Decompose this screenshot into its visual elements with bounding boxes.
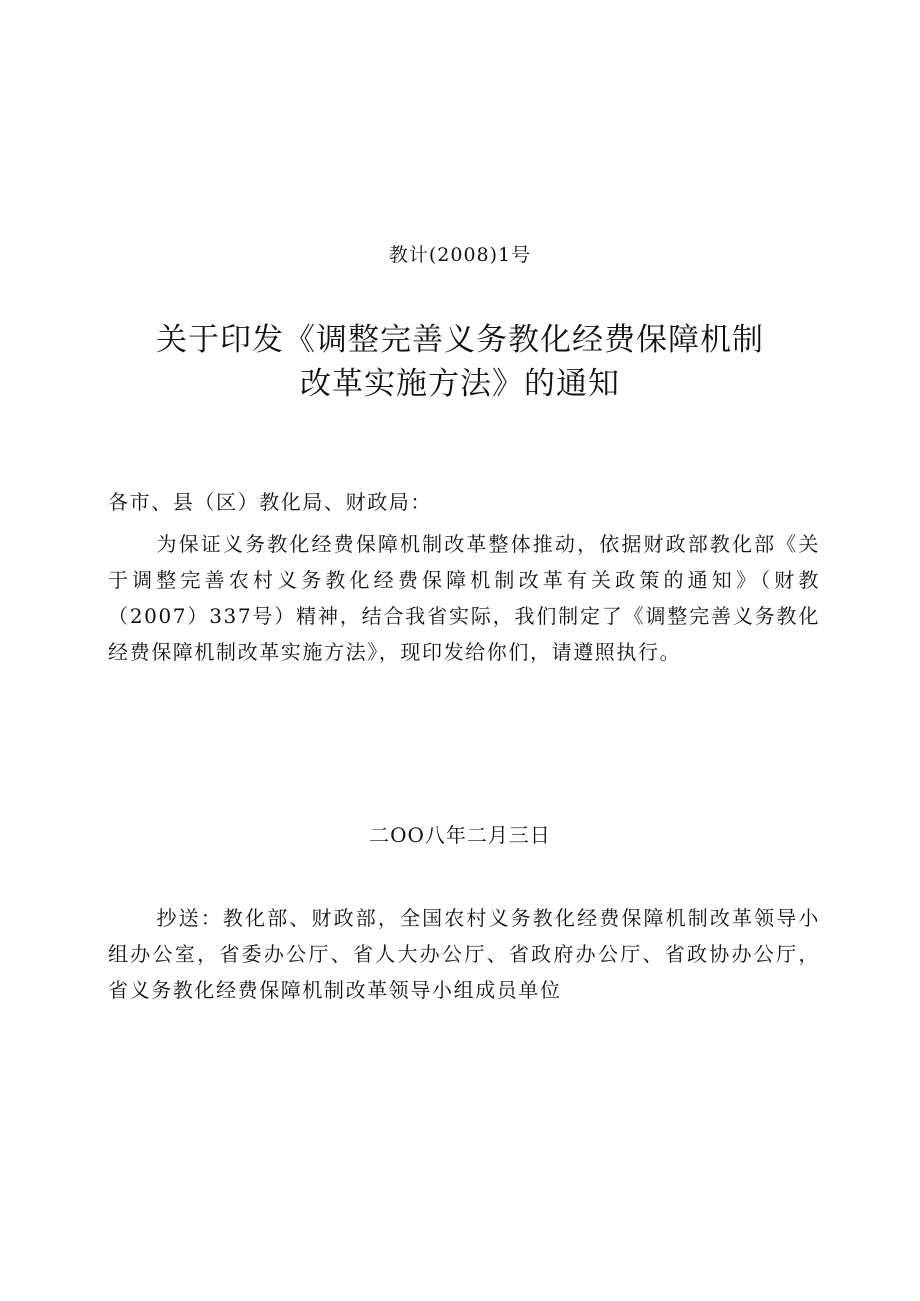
document-number: 教计(2008)1号 bbox=[388, 244, 532, 266]
cc-list bbox=[108, 900, 820, 1008]
document-title bbox=[100, 318, 820, 406]
title-line-1: 关于印发《调整完善义务教化经费保障机制 bbox=[156, 322, 764, 358]
title-line-2: 改革实施方法》的通知 bbox=[300, 366, 620, 402]
body-paragraph-text: 为保证义务教化经费保障机制改革整体推动，依据财政部教化部《关于调整完善农村义务教化经费保障机制改革有关政策的通知》（财教（2007）337号）精神，结合我省实际，我们制定了《调整完善义务教化经费保障机制改革实施方法》，现印发给你们，请遵照执行。 bbox=[108, 532, 820, 664]
body-paragraph bbox=[108, 526, 820, 670]
issue-date: 二OO八年二月三日 bbox=[369, 823, 551, 847]
addressee: 各市、县（区）教化局、财政局： bbox=[108, 490, 432, 514]
cc-list-text: 抄送：教化部、财政部，全国农村义务教化经费保障机制改革领导小组办公室，省委办公厅、省人大办公厅、省政府办公厅、省政协办公厅，省义务教化经费保障机制改革领导小组成员单位 bbox=[108, 906, 820, 1002]
